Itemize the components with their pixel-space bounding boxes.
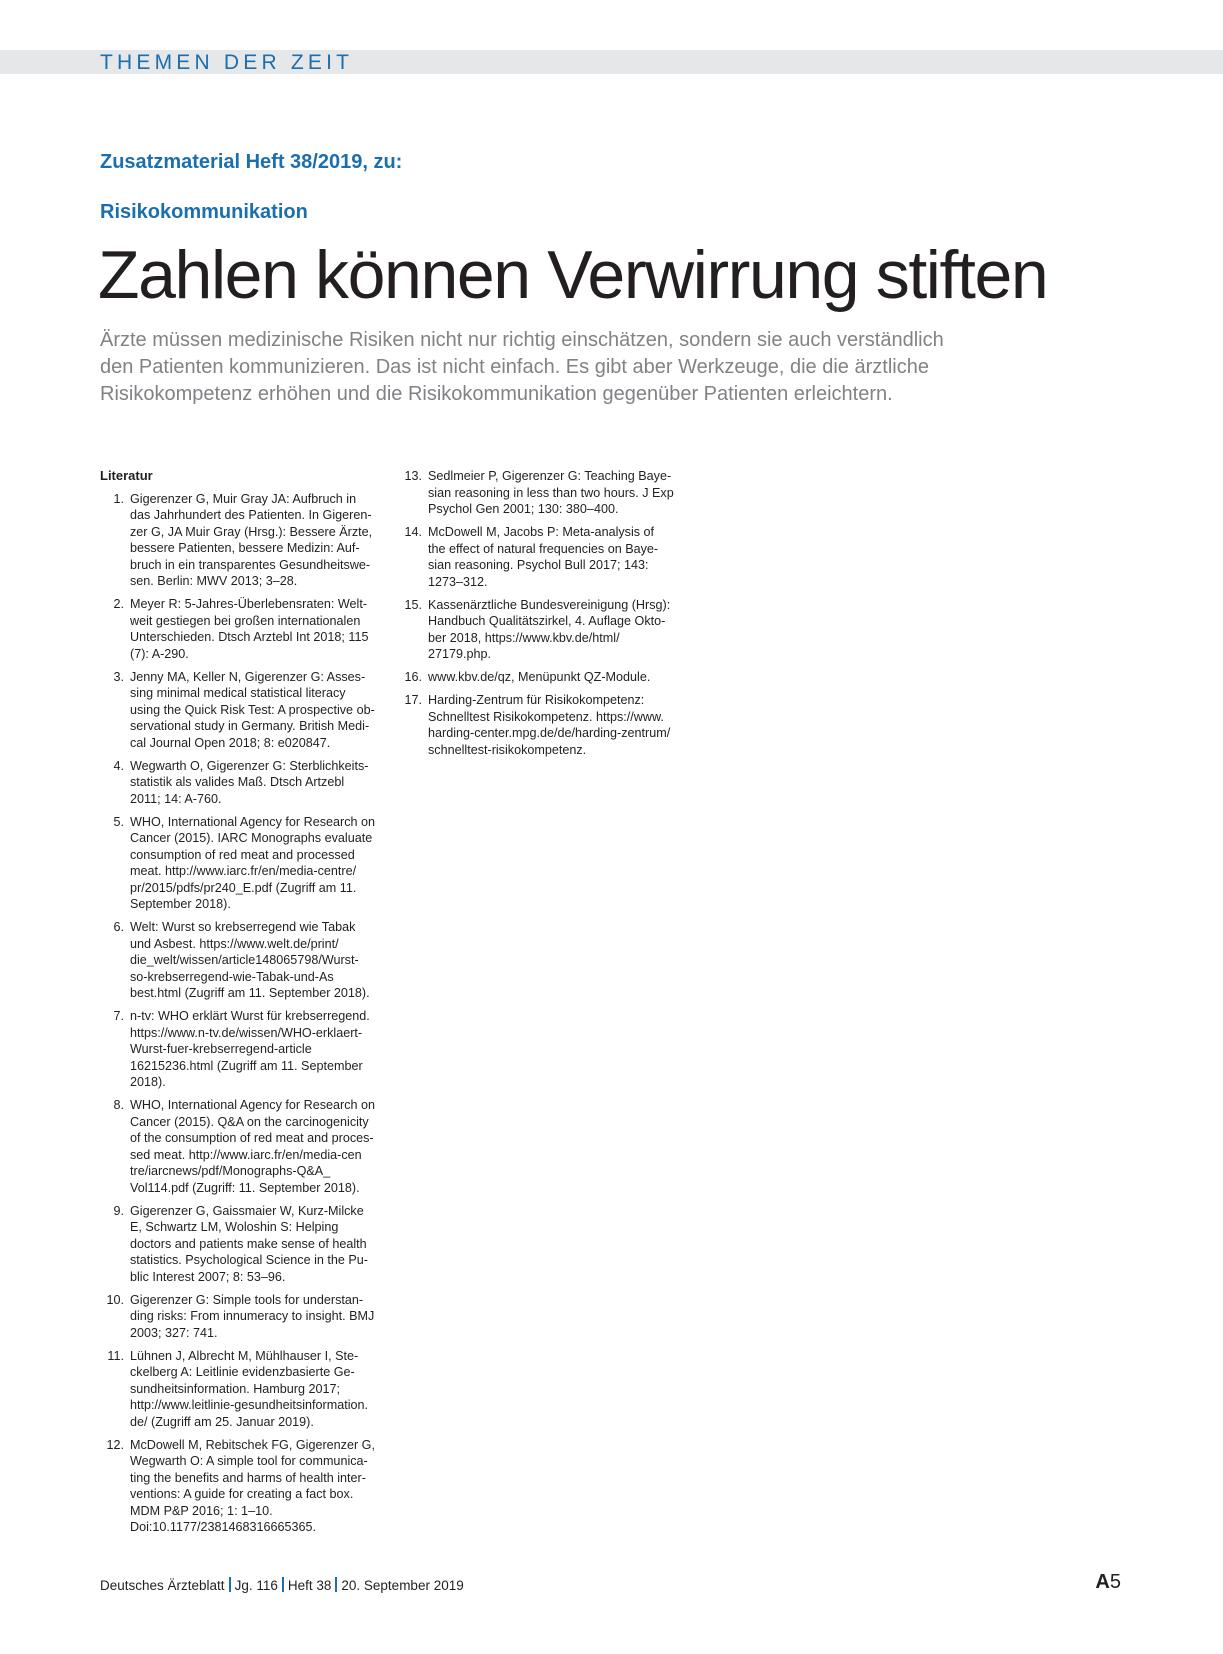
reference-text bbox=[422, 692, 688, 758]
reference-line: September 2018). bbox=[130, 897, 231, 911]
reference-number: 16. bbox=[404, 670, 422, 684]
reference-item bbox=[100, 491, 390, 590]
article-title: Zahlen können Verwirrung stiften bbox=[98, 237, 1048, 313]
reference-line: WHO, International Agency for Research on bbox=[130, 814, 375, 829]
reference-item bbox=[100, 814, 390, 913]
reference-number: 3. bbox=[113, 669, 124, 684]
reference-line: statistik als valides Maß. Dtsch Artzebl bbox=[130, 775, 345, 789]
reference-number: 7. bbox=[113, 1009, 124, 1023]
reference-line: Handbuch Qualitätszirkel, 4. Auflage Okto- bbox=[428, 614, 666, 628]
reference-item bbox=[398, 468, 688, 518]
reference-line: Welt: Wurst so krebserregend wie Tabak bbox=[130, 920, 356, 934]
reference-item bbox=[100, 919, 390, 1002]
reference-number: 1. bbox=[113, 491, 124, 506]
section-label: THEMEN DER ZEIT bbox=[100, 51, 354, 74]
lead-line: den Patienten kommunizieren. Das ist nicht einfach. Es gibt aber Werkzeuge, die die ärztliche bbox=[100, 356, 929, 378]
reference-item bbox=[100, 1292, 390, 1342]
reference-line: Gigerenzer G, Gaissmaier W, Kurz-Milcke bbox=[130, 1203, 364, 1218]
reference-line: Psychol Gen 2001; 130: 380–400. bbox=[428, 502, 619, 516]
reference-item bbox=[100, 669, 390, 752]
reference-line: tre/iarcnews/pdf/Monographs-Q&A_ bbox=[130, 1164, 331, 1178]
reference-line: Gigerenzer G: Simple tools for understan- bbox=[130, 1292, 364, 1307]
reference-text bbox=[124, 669, 390, 752]
literature-heading: Literatur bbox=[100, 468, 153, 483]
reference-line: sen. Berlin: MWV 2013; 3–28. bbox=[130, 574, 298, 588]
reference-line: statistics. Psychological Science in the Pu- bbox=[130, 1253, 368, 1267]
separator bbox=[335, 1577, 337, 1592]
reference-text bbox=[422, 524, 688, 590]
reference-line: sed meat. http://www.iarc.fr/en/media-cen bbox=[130, 1147, 362, 1162]
reference-line: ding risks: From innumeracy to insight. BMJ bbox=[130, 1309, 375, 1323]
reference-line: E, Schwartz LM, Woloshin S: Helping bbox=[130, 1220, 339, 1234]
reference-line: die_welt/wissen/article148065798/Wurst- bbox=[130, 953, 359, 967]
lead-line: Ärzte müssen medizinische Risiken nicht nur richtig einschätzen, sondern sie auch verständlich bbox=[100, 329, 944, 351]
reference-text bbox=[124, 1292, 390, 1342]
reference-item bbox=[398, 669, 688, 686]
reference-line: Schnelltest Risikokompetenz. https://www. bbox=[428, 709, 664, 724]
reference-text bbox=[124, 814, 390, 913]
reference-line: Harding-Zentrum für Risikokompetenz: bbox=[428, 693, 645, 707]
reference-line: Lühnen J, Albrecht M, Mühlhauser I, Ste- bbox=[130, 1348, 359, 1363]
reference-line: so-krebserregend-wie-Tabak-und-As bbox=[130, 969, 334, 984]
reference-text bbox=[124, 1437, 390, 1536]
reference-number: 9. bbox=[113, 1203, 124, 1218]
reference-line: ckelberg A: Leitlinie evidenzbasierte Ge- bbox=[130, 1365, 355, 1379]
reference-line: bessere Patienten, bessere Medizin: Auf- bbox=[130, 541, 360, 555]
reference-text bbox=[124, 1008, 390, 1091]
reference-line: www.kbv.de/qz, Menüpunkt QZ-Module. bbox=[428, 670, 651, 684]
reference-item bbox=[100, 758, 390, 808]
reference-line: servational study in Germany. British Medi- bbox=[130, 719, 370, 733]
article-kicker: Risikokommunikation bbox=[100, 201, 308, 223]
reference-number: 14. bbox=[404, 525, 422, 539]
page-number-value: 5 bbox=[1109, 1571, 1121, 1593]
reference-line: McDowell M, Jacobs P: Meta-analysis of bbox=[428, 525, 655, 539]
reference-line: Wegwarth O, Gigerenzer G: Sterblichkeits- bbox=[130, 758, 369, 773]
reference-list bbox=[100, 491, 390, 1536]
reference-number: 15. bbox=[404, 597, 422, 612]
reference-text bbox=[124, 596, 390, 662]
issue: Heft 38 bbox=[287, 1578, 332, 1593]
reference-text bbox=[124, 1203, 390, 1286]
reference-line: weit gestiegen bei großen internationalen bbox=[130, 613, 361, 628]
reference-item bbox=[100, 596, 390, 662]
footer-citation bbox=[100, 1577, 464, 1593]
reference-number: 11. bbox=[107, 1348, 124, 1363]
separator bbox=[229, 1577, 231, 1592]
reference-line: schnelltest-risikokompetenz. bbox=[428, 742, 587, 757]
reference-number: 17. bbox=[404, 693, 422, 707]
page-prefix: A bbox=[1095, 1571, 1110, 1593]
reference-line: (7): A-290. bbox=[130, 646, 189, 661]
reference-line: 2011; 14: A-760. bbox=[130, 791, 222, 806]
reference-line: de/ (Zugriff am 25. Januar 2019). bbox=[130, 1414, 314, 1429]
reference-line: 2003; 327: 741. bbox=[130, 1325, 218, 1340]
reference-number: 10. bbox=[106, 1292, 124, 1307]
reference-item bbox=[100, 1008, 390, 1091]
lead-line: Risikokompetenz erhöhen und die Risikokommunikation gegenüber Patienten erleichtern. bbox=[100, 383, 893, 405]
reference-number: 8. bbox=[113, 1098, 124, 1112]
reference-line: of the consumption of red meat and proces- bbox=[130, 1131, 374, 1145]
reference-text bbox=[124, 758, 390, 808]
reference-line: Unterschieden. Dtsch Arztebl Int 2018; 115 bbox=[130, 630, 369, 644]
reference-line: consumption of red meat and processed bbox=[130, 847, 355, 862]
reference-line: pr/2015/pdfs/pr240_E.pdf (Zugriff am 11. bbox=[130, 880, 357, 895]
reference-line: sian reasoning. Psychol Bull 2017; 143: bbox=[428, 558, 649, 572]
reference-item bbox=[100, 1097, 390, 1196]
reference-line: https://www.n-tv.de/wissen/WHO-erklaert- bbox=[130, 1025, 363, 1040]
reference-number: 6. bbox=[113, 920, 124, 934]
references-column-left bbox=[100, 468, 390, 1542]
reference-line: 27179.php. bbox=[428, 647, 492, 661]
article-lead bbox=[100, 327, 960, 408]
reference-line: MDM P&P 2016; 1: 1–10. bbox=[130, 1503, 273, 1518]
reference-number: 5. bbox=[113, 814, 124, 829]
reference-line: Vol114.pdf (Zugriff: 11. September 2018). bbox=[130, 1180, 360, 1195]
reference-line: harding-center.mpg.de/de/harding-zentrum/ bbox=[428, 726, 671, 740]
reference-text bbox=[422, 669, 688, 686]
reference-item bbox=[100, 1203, 390, 1286]
reference-line: Sedlmeier P, Gigerenzer G: Teaching Baye- bbox=[428, 469, 672, 483]
reference-line: ventions: A guide for creating a fact box. bbox=[130, 1487, 354, 1501]
reference-line: n-tv: WHO erklärt Wurst für krebserregend. bbox=[130, 1009, 370, 1023]
supplement-note: Zusatzmaterial Heft 38/2019, zu: bbox=[100, 151, 403, 173]
reference-line: Jenny MA, Keller N, Gigerenzer G: Asses- bbox=[130, 669, 366, 684]
reference-line: sing minimal medical statistical literacy bbox=[130, 686, 346, 700]
reference-line: bruch in ein transparentes Gesundheitswe- bbox=[130, 557, 371, 572]
reference-line: Doi:10.1177/2381468316665365. bbox=[130, 1520, 317, 1534]
reference-item bbox=[398, 597, 688, 663]
reference-line: cal Journal Open 2018; 8: e020847. bbox=[130, 735, 331, 750]
reference-line: best.html (Zugriff am 11. September 2018). bbox=[130, 986, 370, 1000]
reference-text bbox=[422, 597, 688, 663]
reference-line: http://www.leitlinie-gesundheitsinformation. bbox=[130, 1398, 369, 1412]
reference-line: Cancer (2015). Q&A on the carcinogenicity bbox=[130, 1114, 369, 1129]
reference-line: sian reasoning in less than two hours. J Exp bbox=[428, 485, 674, 500]
reference-item bbox=[100, 1437, 390, 1536]
reference-line: Meyer R: 5-Jahres-Überlebensraten: Welt- bbox=[130, 597, 368, 611]
reference-line: zer G, JA Muir Gray (Hrsg.): Bessere Ärzte, bbox=[130, 524, 373, 539]
reference-line: blic Interest 2007; 8: 53–96. bbox=[130, 1269, 286, 1284]
reference-line: ting the benefits and harms of health inter- bbox=[130, 1470, 366, 1485]
reference-line: WHO, International Agency for Research on bbox=[130, 1098, 375, 1112]
reference-line: doctors and patients make sense of health bbox=[130, 1236, 367, 1251]
reference-text bbox=[124, 1097, 390, 1196]
reference-text bbox=[124, 1348, 390, 1431]
page-number bbox=[1095, 1571, 1121, 1594]
reference-line: und Asbest. https://www.welt.de/print/ bbox=[130, 936, 339, 951]
issue-date: 20. September 2019 bbox=[341, 1578, 464, 1593]
reference-line: 1273–312. bbox=[428, 574, 488, 589]
reference-line: sundheitsinformation. Hamburg 2017; bbox=[130, 1381, 341, 1396]
reference-list bbox=[398, 468, 688, 758]
reference-number: 13. bbox=[404, 469, 422, 483]
journal-name: Deutsches Ärzteblatt bbox=[100, 1578, 225, 1593]
reference-line: Gigerenzer G, Muir Gray JA: Aufbruch in bbox=[130, 491, 357, 506]
reference-line: using the Quick Risk Test: A prospective ob- bbox=[130, 702, 375, 717]
separator bbox=[282, 1577, 284, 1592]
reference-line: ber 2018, https://www.kbv.de/html/ bbox=[428, 630, 620, 645]
reference-line: Wurst-fuer-krebserregend-article bbox=[130, 1042, 312, 1056]
reference-line: Kassenärztliche Bundesvereinigung (Hrsg): bbox=[428, 597, 671, 612]
reference-text bbox=[124, 491, 390, 590]
reference-line: 16215236.html (Zugriff am 11. September bbox=[130, 1058, 363, 1073]
volume: Jg. 116 bbox=[234, 1578, 278, 1593]
reference-line: McDowell M, Rebitschek FG, Gigerenzer G, bbox=[130, 1437, 375, 1452]
reference-line: 2018). bbox=[130, 1075, 166, 1089]
reference-number: 2. bbox=[113, 597, 124, 611]
reference-line: meat. http://www.iarc.fr/en/media-centre/ bbox=[130, 864, 357, 878]
reference-text bbox=[422, 468, 688, 518]
reference-item bbox=[398, 524, 688, 590]
reference-line: Wegwarth O: A simple tool for communica- bbox=[130, 1454, 368, 1468]
reference-item bbox=[100, 1348, 390, 1431]
reference-number: 4. bbox=[113, 758, 124, 773]
reference-item bbox=[398, 692, 688, 758]
reference-line: Cancer (2015). IARC Monographs evaluate bbox=[130, 831, 373, 845]
reference-line: das Jahrhundert des Patienten. In Gigeren- bbox=[130, 508, 372, 522]
references-column-right bbox=[398, 468, 688, 765]
reference-text bbox=[124, 919, 390, 1002]
reference-line: the effect of natural frequencies on Baye- bbox=[428, 541, 659, 556]
reference-number: 12. bbox=[106, 1437, 124, 1452]
